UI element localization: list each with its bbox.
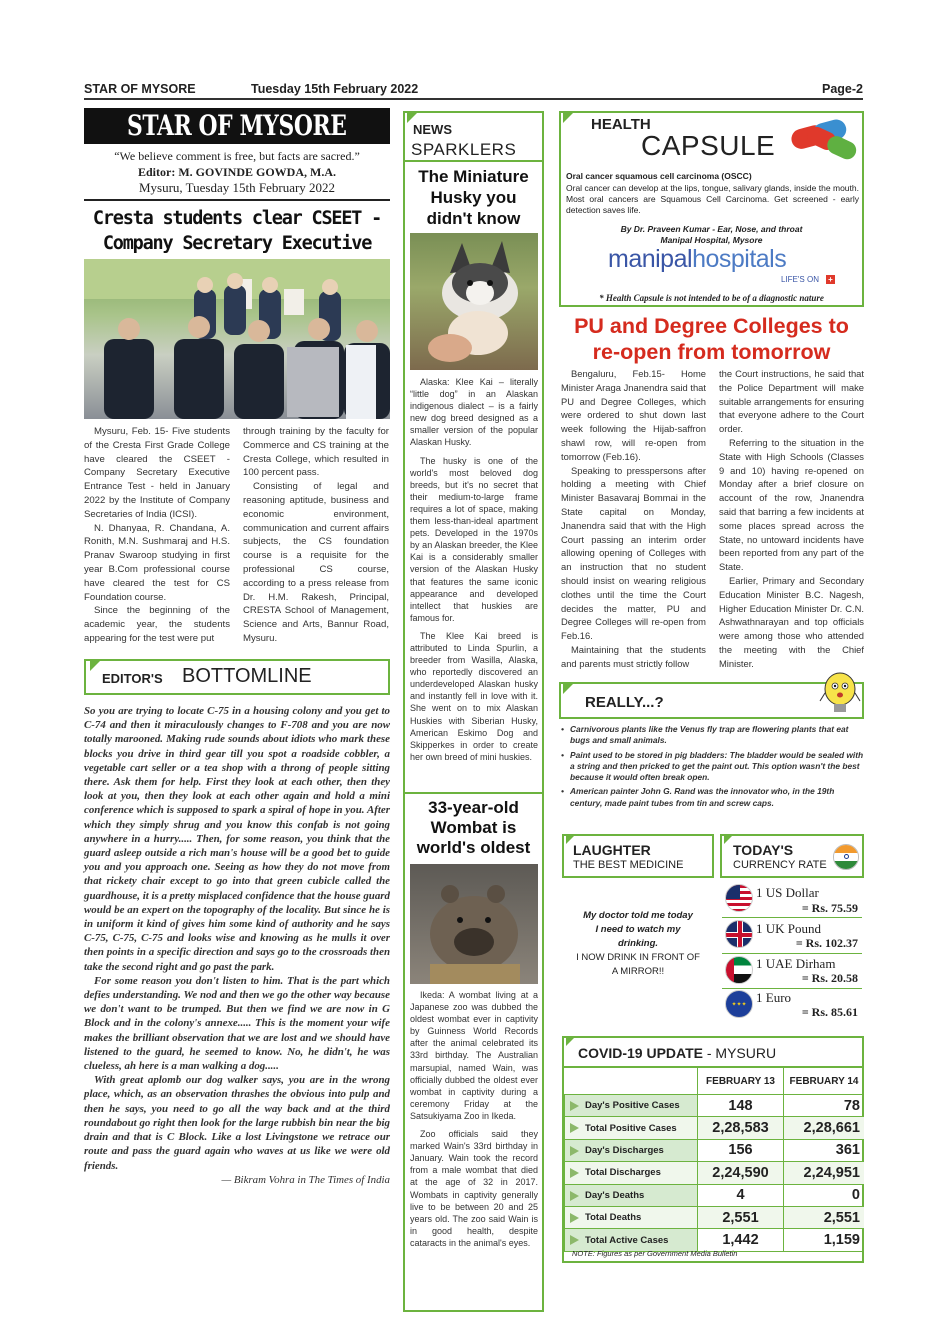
health-disclaimer: * Health Capsule is not intended to be of a diagnostic nature xyxy=(599,293,824,303)
pu-para: Maintaining that the students and parents must strictly follow xyxy=(561,643,706,669)
currency-row-gbp xyxy=(722,918,862,951)
manipal-logo-b: hospitals xyxy=(692,245,787,273)
joke-line: My doctor told me today xyxy=(583,910,693,921)
health-byline-2: Manipal Hospital, Mysore xyxy=(660,235,763,245)
currency-subtitle: CURRENCY RATE xyxy=(733,859,827,871)
husky-para: The Klee Kai breed is attributed to Linda Spurlin, a breeder from Wasilla, Alaska, who reportedly discovered an underdeveloped Alaskan husky and instantly fell in love with it. She went on to mix Alaskan Huskies with Siberian Husky, American Eskimo Dog and Skipperkes in order to create her own breed of mini huskies. xyxy=(410,630,538,762)
laughter-box xyxy=(562,834,714,878)
cresta-para: N. Dhanyaa, R. Chandana, A. Ronith, M.N. Sushmaraj and H.S. Pranav Swaroop studying in first year B.Com professional course have cleared the test for CS Foundation course. xyxy=(84,522,230,603)
sparklers-label-a: NEWS xyxy=(413,122,452,137)
pu-column-2 xyxy=(719,367,864,671)
bottomline-label-a: EDITOR'S xyxy=(102,671,163,686)
manipal-tagline: LIFE'S ON xyxy=(781,275,819,284)
wombat-story xyxy=(410,989,538,1249)
currency-row-usd xyxy=(722,882,862,915)
uk-flag-icon xyxy=(725,920,753,948)
covid-place: - MYSURU xyxy=(706,1045,777,1061)
health-capsule-box xyxy=(559,111,864,307)
table-row: Day's Deaths 4 0 xyxy=(565,1184,865,1206)
bottomline-para: So you are trying to locate C-75 in a housing colony and you get to C-74 and then it miraculously changes to F-708 and you are now totally marooned. Making rude sounds about idiots who mark these blocks you drive in third gear till you spot a roadside cobbler, a vegetable cart seller or a tea shop with a throng of people sitting there. Ask them for help. First they look at each other, then they look at you, then they look at each other again and hold a mini conference which is supposed to spark a spiral of hope in you. After which they simply shrug and you know this confab is not going anywhere in a hurry..... Then, for some reason, you think that the guard asleep outside a rich man's house will be a good bet to guide you and you approach one. Seeing as how they do not move from that rickety chair except to go into that green cubicle called the guardhouse, it is a pretty misplaced confidence that the house guard would be an expert on the topography of the locality. But since he is in uniform it kind of gives him some kind of authority and he says C-75, C-75, C-75 and looks wise and knowing as he mulls it over then points in a specific direction and says go to the crossroads then take the second right and go past the park. xyxy=(84,705,390,973)
masthead-dateline: Mysuru, Tuesday 15th February 2022 xyxy=(138,180,336,195)
bulb-mascot-icon xyxy=(819,671,861,719)
husky-para: The husky is one of the world's most beloved dog breeds, but it's no secret that their medium-to-large frame requires a lot of space, making them less-than-ideal apartment pets. Developed in the 1970s by an Alaskan breeder, the Klee Kai is a considerably smaller version of the Alaskan Husky that features the same iconic appearance and developed intellect that huskies are famous for. xyxy=(410,455,538,623)
cresta-para: Consisting of legal and reasoning aptitude, business and economic environment, communication and current affairs subjects, the CS foundation course is a requisite for the professional CS course, according to a press release from Dr. H.M. Rakesh, Principal, CRESTA School of Management, Science and Arts, Bannur Road, Mysuru. xyxy=(243,481,389,644)
covid-table xyxy=(564,1067,864,1252)
really-title: REALLY...? xyxy=(585,694,664,711)
joke-line: I need to watch my xyxy=(595,924,681,935)
really-item: • Carnivorous plants like the Venus fly trap are flowering plants that eat bugs and small animals. xyxy=(561,724,849,746)
laughter-joke xyxy=(562,909,714,979)
table-row: Day's Discharges 156 361 xyxy=(565,1139,865,1161)
health-byline-1: By Dr. Praveen Kumar - Ear, Nose, and throat xyxy=(620,224,803,234)
page-header xyxy=(84,80,863,100)
header-date: Tuesday 15th February 2022 xyxy=(251,82,419,96)
joke-line: A MIRROR!! xyxy=(611,966,665,977)
capsule-icon xyxy=(784,113,864,163)
health-answer: Oral cancer can develop at the lips, tongue, salivary glands, inside the mouth. Most oral cancers are Squamous Cell Carcinoma. Get screened - early detection saves life. xyxy=(566,183,859,215)
currency-value: = Rs. 20.58 xyxy=(801,971,858,985)
really-item: • American painter John G. Rand was the innovator who, in the 19th century, made paint tubes from tin and screw caps. xyxy=(561,786,835,808)
covid-col-header: FEBRUARY 13 xyxy=(698,1068,784,1095)
currency-value: = Rs. 85.61 xyxy=(801,1005,858,1019)
table-row: Total Positive Cases 2,28,583 2,28,661 xyxy=(565,1117,865,1139)
currency-row-eur xyxy=(722,988,862,1021)
pu-column-1 xyxy=(561,367,706,671)
husky-para: Alaska: Klee Kai – literally “little dog” in an Alaskan indigenous dialect – is a fairly new dog breed designed as a smaller version of the popular Alaskan Husky. xyxy=(410,377,538,448)
cresta-para: Since the beginning of the academic year, the students appearing for the test were put xyxy=(84,605,230,644)
wombat-para: Ikeda: A wombat living at a Japanese zoo was dubbed the oldest wombat ever in captivity by Guinness World Records after the animal celebrated its 33rd birthday. The Australian marsupial, named Wain, was officially dubbed the oldest ever wombat in captivity during a ceremony Friday at the Satsukiyama Zoo in Ikeda. xyxy=(410,990,538,1121)
currency-box xyxy=(720,834,864,878)
currency-name: 1 Euro xyxy=(756,990,792,1005)
header-page-number: Page-2 xyxy=(822,82,863,96)
health-question: Oral cancer squamous cell carcinoma (OSCC) xyxy=(566,171,752,181)
husky-illustration xyxy=(410,233,538,370)
covid-box xyxy=(562,1036,864,1263)
cresta-column-1 xyxy=(84,425,230,646)
health-label-b: CAPSULE xyxy=(641,130,776,161)
masthead-editor: Editor: M. GOVINDE GOWDA, M.A. xyxy=(138,165,336,179)
bottomline-para: With great aplomb our dog walker says, you are in the wrong place, which, as an observation thrashes the obvious into pulp and then he says, you need to go all the way back and at the third roundabout go right then look for the large rubbish bin near the big drain and that is C Block. Like a lost Livingstone we retrace our route and pass the guard again who waves at us like we were old friends. xyxy=(84,1074,390,1172)
currency-title: TODAY'S xyxy=(733,842,794,858)
covid-col-header: FEBRUARY 14 xyxy=(784,1068,865,1095)
really-box xyxy=(559,682,864,719)
bottomline-label-b: BOTTOMLINE xyxy=(182,665,312,687)
laughter-title: LAUGHTER xyxy=(573,842,651,858)
pu-para: Referring to the situation in the State with High Schools (Classes 9 and 10) having re-opened on Monday after a brief closure on account of the row, Jnanendra said that barring a few incidents at some places spread across the State, no untoward incidents have been reported from any part of the State. xyxy=(719,436,864,573)
currency-name: 1 UAE Dirham xyxy=(756,956,836,971)
sparklers-label-b: SPARKLERS xyxy=(411,140,517,159)
currency-row-aed xyxy=(722,954,862,987)
currency-name: 1 US Dollar xyxy=(756,885,819,900)
eu-flag-icon: ✦✦✦ xyxy=(725,990,753,1018)
currency-value: = Rs. 102.37 xyxy=(795,936,858,950)
wombat-title: 33-year-old Wombat is world's oldest xyxy=(416,798,531,857)
covid-note: NOTE: Figures as per Government Media Bulletin xyxy=(572,1249,738,1258)
masthead xyxy=(84,108,390,144)
masthead-info xyxy=(84,148,390,196)
pu-para: the Court instructions, he said that the Police Department will make suitable arrangements for ensuring that everyone adhere to the Court order. xyxy=(719,368,864,435)
manipal-plus-icon: + xyxy=(826,275,835,284)
table-row: Total Deaths 2,551 2,551 xyxy=(565,1206,865,1228)
cresta-group-photo xyxy=(84,259,390,419)
health-label-a: HEALTH xyxy=(591,116,651,133)
really-list xyxy=(561,724,864,809)
cresta-para: through training by the faculty for Commerce and CS training at the Cresta College, which resulted in 100 percent pass. xyxy=(243,426,389,479)
group-photo-illustration xyxy=(84,259,390,419)
currency-value: = Rs. 75.59 xyxy=(801,901,858,915)
pu-para: Bengaluru, Feb.15- Home Minister Araga Jnanendra said that PU and Degree Colleges, which were ordered to shut down last week following the Hijab-saffron shawl row, will re-open from tomorrow (Feb.16). xyxy=(561,368,706,462)
bottomline-body xyxy=(84,704,390,1187)
masthead-motto: “We believe comment is free, but facts are sacred.” xyxy=(114,149,360,163)
pu-headline: PU and Degree Colleges to re-open from tomorrow xyxy=(574,314,849,364)
wombat-para: Zoo officials said they marked Wain's 33rd birthday in January. Wain took the record from a male wombat that died at the age of 32 in 2017. Wombats in captivity generally live to be between 20 and 25 years old. The zoo said Wain is in good health, despite cataracts in the animal's eyes. xyxy=(410,1129,538,1248)
header-paper-name: STAR OF MYSORE xyxy=(84,82,196,96)
india-flag-icon xyxy=(833,844,859,870)
husky-title: The Miniature Husky you didn't know xyxy=(418,167,529,228)
table-row: Day's Positive Cases 148 78 xyxy=(565,1095,865,1117)
us-flag-icon xyxy=(725,884,753,912)
cresta-headline: Cresta students clear CSEET - Company Secretary Executive xyxy=(92,208,382,254)
joke-line: I NOW DRINK IN FRONT OF xyxy=(576,952,700,963)
table-row: Total Discharges 2,24,590 2,24,951 xyxy=(565,1162,865,1184)
cresta-para: Mysuru, Feb. 15- Five students of the Cresta First Grade College have cleared the CSEET - Company Secretary Executive Entrance Test - held in January 2022 by the Institute of Company Secretaries of India (ICSI). xyxy=(84,426,230,520)
masthead-title: STAR OF MYSORE xyxy=(127,109,347,142)
manipal-logo-a: manipal xyxy=(608,245,693,273)
uae-flag-icon xyxy=(725,956,753,984)
cresta-column-2 xyxy=(243,425,389,646)
currency-name: 1 UK Pound xyxy=(756,921,822,936)
husky-photo xyxy=(410,233,538,370)
bottomline-para: For some reason you don't listen to him. That is the part which defies understanding. We nod and then we go the other way because we don't want to be trumped. But then we find we are now in G Block and in the colony's annexe..... This is the moment your wife makes the brilliant observation that we are lost and we should have listened to the guard, he seemed to know. No, he didn't, he was clueless, ah here is a man walking a dog..... xyxy=(84,974,390,1073)
wombat-photo xyxy=(410,864,538,984)
manipal-logo xyxy=(608,245,786,274)
table-row: Total Active Cases 1,442 1,159 xyxy=(565,1229,865,1251)
wombat-illustration xyxy=(410,864,538,984)
laughter-subtitle: THE BEST MEDICINE xyxy=(573,859,684,871)
covid-title: COVID-19 UPDATE xyxy=(578,1045,703,1061)
bottomline-box xyxy=(84,659,390,695)
husky-story xyxy=(410,376,538,763)
pu-para: Speaking to presspersons after holding a meeting with Chief Minister Basavaraj Bommai in the State capital on Monday, Jnanendra said that with the High Court passing an interim order allowing opening of Colleges with an instruction that no student should insist on wearing religious clothes until the time the Court decides the matter, PU and Degree Colleges will re-open from Feb.16. xyxy=(561,464,706,642)
joke-line: drinking. xyxy=(617,938,659,949)
bottomline-credit: — Bikram Vohra in The Times of India xyxy=(221,1173,390,1186)
pu-para: Earlier, Primary and Secondary Education Minister B.C. Nagesh, Higher Education Minister Dr. C.N. Ashwathnarayan and top officials were among those who attended the meeting with the Chief Minister. xyxy=(719,574,864,669)
really-item: • Paint used to be stored in pig bladders: The bladder would be sealed with a string and then pricked to get the paint out. This option wasn't the best because it would often break open. xyxy=(561,749,864,783)
